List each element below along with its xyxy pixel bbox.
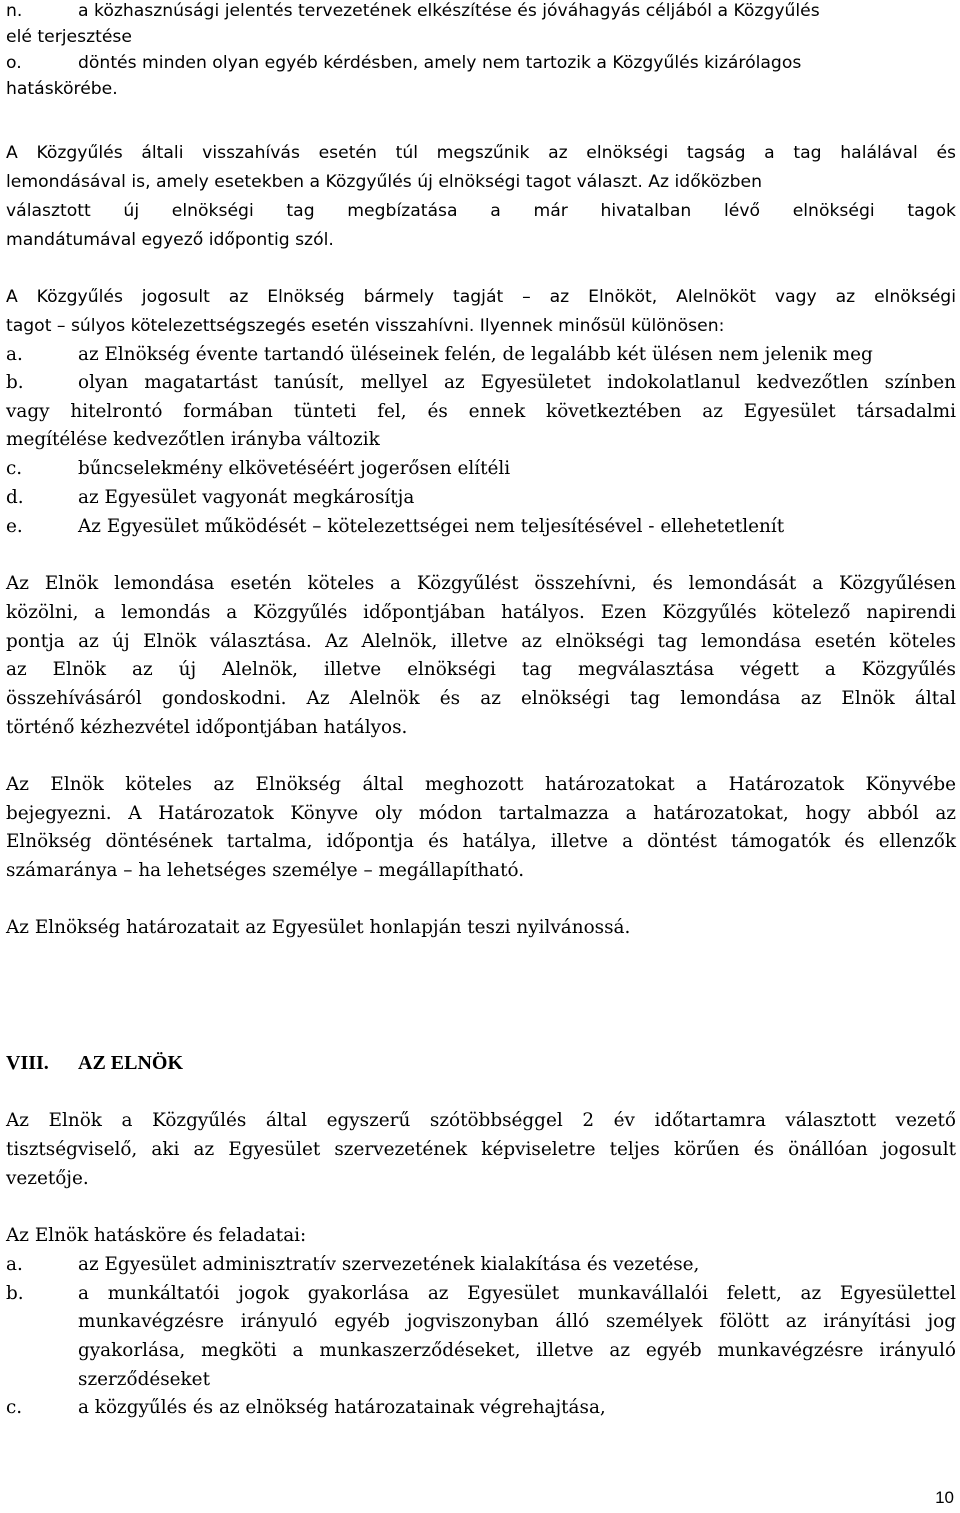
list-text: az Elnökség évente tartandó üléseinek felén, de legalább két ülésen nem jelenik meg — [78, 344, 873, 365]
paragraph-line: az Elnök az új Alelnök, illetve elnökségi tag megválasztása végett a Közgyűlés — [6, 659, 956, 680]
paragraph-line: A Közgyűlés jogosult az Elnökség bármely tagját – az Elnököt, Alelnököt vagy az elnökségi — [6, 287, 956, 307]
list-text: bűncselekmény elkövetéséért jogerősen elítéli — [78, 458, 511, 479]
paragraph-line: Az Elnök köteles az Elnökség által meghozott határozatokat a Határozatok Könyvébe — [6, 774, 956, 795]
list-label: a. — [6, 1254, 23, 1275]
list-label: b. — [6, 1283, 24, 1304]
list-continuation-text: szerződéseket — [78, 1369, 210, 1390]
paragraph-line: közölni, a lemondás a Közgyűlés időpontjában hatályos. Ezen Közgyűlés kötelező napirendi — [6, 602, 956, 623]
list-continuation: vagy hitelrontó formában tünteti fel, és ennek következtében az Egyesület társadalmi — [6, 401, 956, 422]
list-label: c. — [6, 458, 23, 479]
list-continuation: megítélése kedvezőtlen irányba változik — [6, 429, 380, 450]
list-label: b. — [6, 372, 24, 393]
paragraph-line: vezetője. — [6, 1168, 89, 1189]
list-label: a. — [6, 344, 23, 365]
list-continuation-text: gyakorlása, megköti a munkaszerződéseket, illetve az egyéb munkavégzésre irányuló — [78, 1340, 956, 1361]
section-title: AZ ELNÖK — [78, 1052, 184, 1074]
section-number: VIII. — [6, 1052, 49, 1074]
list-label: c. — [6, 1397, 23, 1418]
list-text: az Egyesület adminisztratív szervezetének kialakítása és vezetése, — [78, 1254, 700, 1275]
list-continuation — [6, 1336, 956, 1365]
list-continuation-text: munkavégzésre irányuló egyéb jogviszonyban álló személyek fölött az irányítási jog — [78, 1311, 956, 1332]
list-label: e. — [6, 516, 23, 537]
list-continuation — [6, 1307, 956, 1336]
paragraph-line: összehívásáról gondoskodni. Az Alelnök és az elnökségi tag lemondása az Elnök által — [6, 688, 956, 709]
paragraph-line: történő kézhezvétel időpontjában hatályos. — [6, 717, 408, 738]
list-text: a közgyűlés és az elnökség határozatainak végrehajtása, — [78, 1397, 606, 1418]
list-continuation: elé terjesztése — [6, 27, 132, 47]
paragraph-line: számaránya – ha lehetséges személye – megállapítható. — [6, 860, 525, 881]
list-item — [6, 1279, 956, 1308]
paragraph-line: lemondásával is, amely esetekben a Közgyűlés új elnökségi tagot választ. Az időközben — [6, 172, 762, 192]
subheading: Az Elnök hatásköre és feladatai: — [6, 1225, 307, 1246]
list-text: az Egyesület vagyonát megkárosítja — [78, 487, 415, 508]
paragraph-line: tagot – súlyos kötelezettségszegés esetén visszahívni. Ilyennek minősül különösen: — [6, 316, 725, 336]
list-continuation: hatáskörébe. — [6, 79, 118, 99]
list-item — [6, 368, 956, 397]
paragraph-line: Az Elnök lemondása esetén köteles a Közgyűlést összehívni, és lemondását a Közgyűlésen — [6, 573, 956, 594]
page-number: 10 — [935, 1488, 954, 1507]
paragraph-line: Az Elnök a Közgyűlés által egyszerű szótöbbséggel 2 év időtartamra választott vezető — [6, 1110, 956, 1131]
paragraph-line: mandátumával egyező időpontig szól. — [6, 230, 334, 250]
paragraph-line: pontja az új Elnök választása. Az Alelnök, illetve az elnökségi tag lemondása esetén köteles — [6, 631, 956, 652]
paragraph-line: tisztségviselő, aki az Egyesület szervezetének képviseletre teljes körűen és önállóan jogosult — [6, 1139, 956, 1160]
list-label: d. — [6, 487, 24, 508]
list-text: a munkáltatói jogok gyakorlása az Egyesület munkavállalói felett, az Egyesülettel — [78, 1283, 956, 1304]
paragraph-line: bejegyezni. A Határozatok Könyve oly módon tartalmazza a határozatokat, hogy abból az — [6, 803, 956, 824]
list-label: o. — [6, 53, 22, 73]
list-text: Az Egyesület működését – kötelezettségei nem teljesítésével - ellehetetlenít — [78, 516, 785, 537]
paragraph-line: Elnökség döntésének tartalma, időpontja és hatálya, illetve a döntést támogatók és ellenzők — [6, 831, 956, 852]
paragraph-line: A Közgyűlés általi visszahívás esetén túl megszűnik az elnökségi tagság a tag halálával és — [6, 143, 956, 163]
paragraph-line: Az Elnökség határozatait az Egyesület honlapján teszi nyilvánossá. — [6, 917, 631, 938]
list-text: a közhasznúsági jelentés tervezetének elkészítése és jóváhagyás céljából a Közgyűlés — [78, 1, 820, 21]
paragraph-line: választott új elnökségi tag megbízatása a már hivatalban lévő elnökségi tagok — [6, 201, 956, 221]
list-text: olyan magatartást tanúsít, mellyel az Egyesületet indokolatlanul kedvezőtlen színben — [78, 372, 956, 393]
list-label: n. — [6, 1, 23, 21]
list-text: döntés minden olyan egyéb kérdésben, amely nem tartozik a Közgyűlés kizárólagos — [78, 53, 802, 73]
